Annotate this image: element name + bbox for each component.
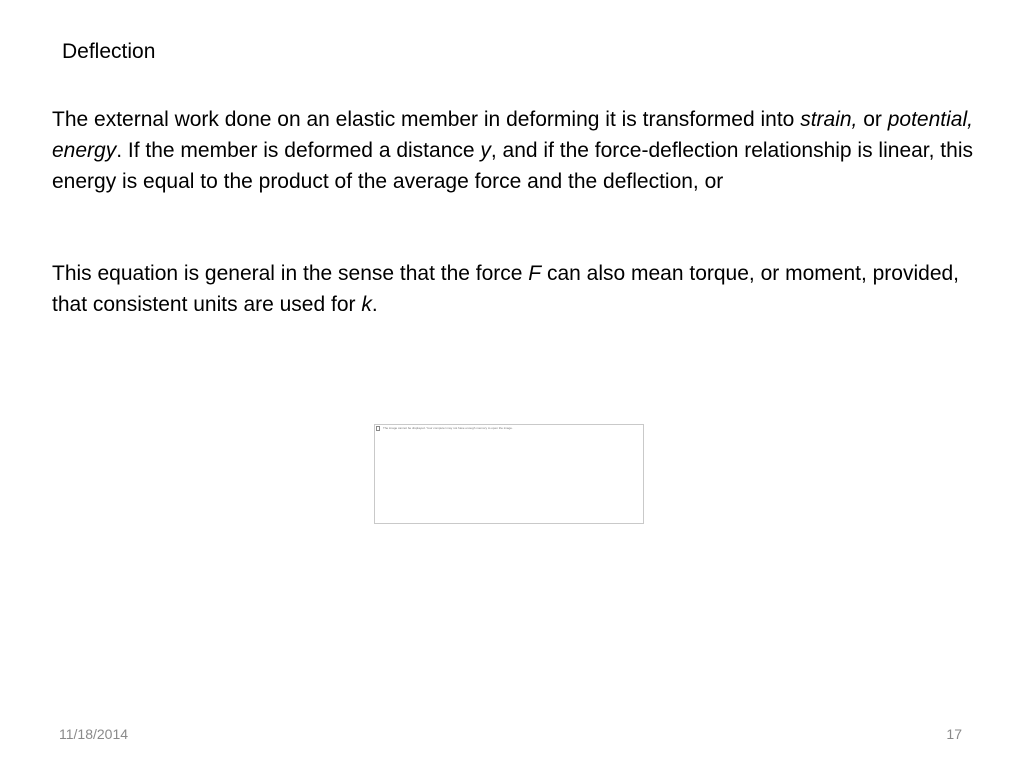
paragraph-strain-energy: [52, 104, 982, 197]
text-run: This equation is general in the sense that the force: [52, 262, 529, 285]
broken-equation-image: [374, 424, 644, 524]
broken-image-icon: [376, 426, 380, 431]
italic-variable-F: F: [528, 262, 542, 285]
footer-page-number: 17: [946, 726, 962, 742]
italic-term-strain: strain,: [800, 108, 858, 131]
text-run: or: [857, 108, 888, 131]
italic-term-potential-energy: potential, energy: [52, 108, 973, 162]
text-run: can also mean torque, or moment, provided, that consistent units are used for: [52, 262, 960, 316]
italic-variable-y: y: [480, 139, 491, 162]
footer-date: 11/18/2014: [59, 726, 129, 742]
text-run: The external work done on an elastic member in deforming it is transformed into: [52, 108, 801, 131]
italic-variable-k: k: [361, 293, 372, 316]
slide-title: Deflection: [62, 40, 156, 63]
image-placeholder-text: The image cannot be displayed. Your computer may not have enough memory to open the image.: [383, 426, 513, 430]
text-run: .: [371, 293, 378, 316]
paragraph-general-equation: [52, 258, 982, 320]
text-run: , and if the force-deflection relationship is linear, this energy is equal to the product of the average force and the deflection, or: [52, 139, 973, 193]
text-run: . If the member is deformed a distance: [116, 139, 481, 162]
